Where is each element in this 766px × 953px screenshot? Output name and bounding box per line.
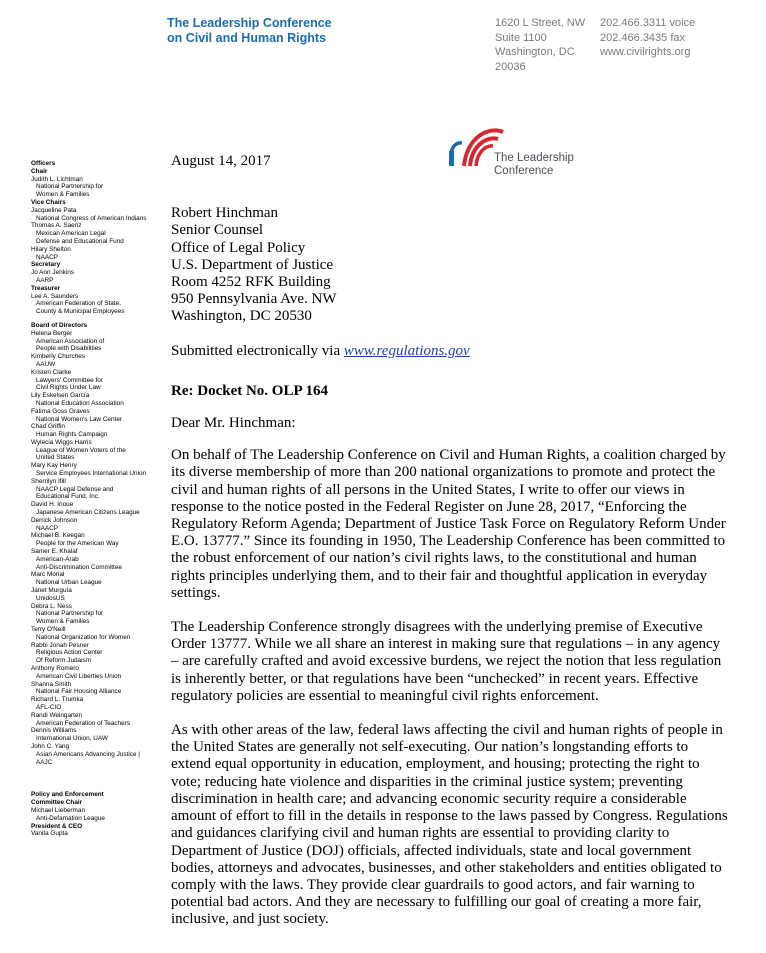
paragraph-line: amount of effort to fill in the details in response to the laws passed by Congress. Regulations	[171, 808, 728, 825]
board-member-org: UnidosUS	[36, 594, 65, 602]
board-member-org: International Union, UAW	[36, 735, 108, 743]
officers-heading: Officers	[31, 160, 56, 167]
submitted-prefix: Submitted electronically via	[171, 342, 344, 359]
board-member-name: John C. Yang	[31, 742, 70, 750]
board-member-name: Lily Eskelsen García	[31, 392, 90, 400]
body-paragraph	[171, 619, 751, 705]
paragraph-line: Department of Justice (DOJ) officials, affected individuals, state and local government	[171, 842, 692, 859]
board-member-org: NAACP	[36, 524, 59, 532]
organization-name-line-2: on Civil and Human Rights	[167, 31, 327, 45]
board-member-name: David H. Inoue	[31, 501, 74, 509]
vice-chair-name: Hilary Shelton	[31, 245, 71, 253]
paragraph-line: its diverse membership of more than 200 national organizations to promote and protect the	[171, 464, 716, 481]
paragraph-line: and guidances clarifying civil and human rights are essential to providing clarity to	[171, 825, 670, 842]
board-member-org: United States	[36, 454, 75, 462]
letter-date: August 14, 2017	[171, 153, 271, 169]
treasurer-label: Treasurer	[31, 284, 61, 292]
paragraph-line: inclusive, and just society.	[171, 911, 329, 928]
board-member-name: Mary Kay Henry	[31, 462, 77, 470]
paragraph-line: comply with the laws. They provide clear guardrails to good actors, and fair warning to	[171, 876, 695, 893]
mailing-address	[495, 16, 585, 74]
board-member-org: Anti-Discrimination Committee	[36, 563, 122, 571]
board-member-org: National Fair Housing Alliance	[36, 688, 122, 696]
board-member-org: Asian Americans Advancing Justice |	[36, 750, 140, 758]
board-member-org: Human Rights Campaign	[36, 431, 108, 439]
policy-chair-name: Michael Lieberman	[31, 806, 85, 814]
paragraph-line: the robust enforcement of our nation’s civil rights laws, to the constitutional and human	[171, 550, 697, 567]
policy-heading: Committee Chair	[31, 799, 83, 807]
paragraph-line: is inherently better, or that regulations have been “unchecked” in recent years. Effective	[171, 670, 699, 687]
address-line: 20036	[495, 60, 526, 73]
secretary-org: AARP	[36, 276, 54, 284]
board-member-name: Debra L. Ness	[31, 602, 72, 610]
letter-paragraphs	[171, 447, 751, 928]
board-member-org: American-Arab	[36, 555, 79, 563]
board-member-name: Derrick Johnson	[31, 516, 78, 524]
vice-chair-org: National Congress of American Indians	[36, 214, 147, 222]
policy-heading: Policy and Enforcement	[31, 791, 104, 799]
recipient-line: Office of Legal Policy	[171, 239, 306, 256]
treasurer-org: County & Municipal Employees	[36, 308, 125, 316]
board-heading: Board of Directors	[31, 321, 88, 329]
logo-wordmark-line: The Leadership	[494, 152, 574, 164]
paragraph-line: response to the notice posted in the Federal Register on June 28, 2017, “Enforcing the	[171, 498, 687, 515]
president-name: Vanita Gupta	[31, 830, 68, 838]
board-member-org: AAUW	[36, 360, 56, 368]
phone-fax: 202.466.3435 fax	[600, 31, 686, 44]
secretary-label: Secretary	[31, 261, 61, 269]
board-member-org: American Association of	[36, 337, 105, 345]
submitted-line	[171, 343, 751, 360]
vice-chair-org: Mexican American Legal	[36, 230, 106, 238]
board-member-name: Terry O'Neill	[31, 626, 66, 634]
board-member-name: Shanna Smith	[31, 680, 72, 688]
board-list	[31, 330, 159, 767]
policy-chair-org: Anti-Defamation League	[36, 814, 105, 822]
board-member-name: Richard L. Trumka	[31, 696, 84, 704]
board-member-name: Michael B. Keegan	[31, 532, 85, 540]
body-paragraph	[171, 447, 751, 602]
phone-voice: 202.466.3311 voice	[600, 17, 696, 29]
address-line: Suite 1100	[495, 31, 547, 44]
board-member-org: Service Employees International Union	[36, 470, 147, 478]
board-member-org: Educational Fund, Inc.	[36, 493, 100, 501]
logo-wordmark-line: Conference	[494, 165, 554, 177]
paragraph-line: Regulatory Reform Agenda; Department of Justice Task Force on Regulatory Reform Under	[171, 516, 726, 533]
board-member-name: Wylecia Wiggs Harris	[31, 438, 92, 446]
board-member-name: Kristen Clarke	[31, 368, 72, 376]
board-member-org: Lawyers' Committee for	[36, 376, 103, 384]
address-line: 1620 L Street, NW	[495, 17, 586, 29]
vice-chair-name: Thomas A. Saenz	[31, 222, 82, 230]
board-member-name: Anthony Romero	[31, 665, 79, 672]
board-member-name: Chad Griffin	[31, 423, 65, 431]
vice-chairs-label: Vice Chairs	[31, 198, 66, 206]
paragraph-line: extend equal opportunity in education, employment, and housing; protecting the right to	[171, 756, 700, 773]
board-member-org: National Education Association	[36, 399, 124, 407]
paragraph-line: discrimination in health care; and advancing economic security require a considerable	[171, 790, 687, 807]
board-sidebar	[31, 160, 159, 838]
recipient-line: U.S. Department of Justice	[171, 256, 334, 273]
board-member-name: Rabbi Jonah Pesner	[31, 641, 89, 649]
organization-name	[167, 16, 332, 46]
paragraph-line: – are carefully crafted and avoid excessive burdens, we reject the notion that less regulation	[171, 653, 722, 670]
paragraph-line: the United States are generally not self-executing. Our nation’s longstanding efforts to	[171, 739, 689, 756]
paragraph-line: E.O. 13777.” Since its founding in 1950, The Leadership Conference has been committed to	[171, 533, 726, 550]
organization-name-line-1: The Leadership Conference	[167, 16, 332, 30]
chair-label: Chair	[31, 167, 48, 175]
board-member-name: Marc Morial	[31, 571, 65, 579]
board-member-name: Dennis Williams	[31, 727, 77, 735]
board-member-org: AFL-CIO	[36, 703, 62, 711]
board-member-org: People with Disabilities	[36, 345, 102, 353]
paragraph-line: rights principles underlying them, and to their fair and thoughtful application in everyday	[171, 567, 708, 584]
recipient-block	[171, 205, 751, 325]
board-member-org: Civil Rights Under Law	[36, 384, 101, 392]
salutation: Dear Mr. Hinchman:	[171, 415, 296, 432]
board-member-org: Of Reform Judaism	[36, 657, 92, 665]
paragraph-line: potential bad actors. And they are necessary to fulfilling our goal of creating a more fair,	[171, 894, 702, 911]
board-member-org: American Civil Liberties Union	[36, 672, 122, 680]
paragraph-line: bodies, attorneys and advocates, businesses, and other stakeholders and entities obligated to	[171, 859, 722, 876]
board-member-org: AAJC	[36, 758, 53, 766]
paragraph-line: settings.	[171, 584, 221, 601]
chair-org: Women & Families	[36, 191, 90, 199]
board-member-org: People for the American Way	[36, 540, 119, 548]
vice-chair-name: Jacqueline Pata	[31, 206, 77, 214]
recipient-line: Room 4252 RFK Building	[171, 274, 331, 291]
treasurer-org: American Federation of State,	[36, 300, 121, 308]
contact-info	[600, 16, 695, 60]
docket-reference: Re: Docket No. OLP 164	[171, 382, 329, 399]
recipient-line: Senior Counsel	[171, 222, 264, 239]
board-member-name: Kimberly Churches	[31, 353, 85, 361]
vice-chair-org: NAACP	[36, 253, 59, 261]
paragraph-line: As with other areas of the law, federal laws affecting the civil and human rights of people in	[171, 722, 723, 739]
board-member-org: Japanese American Citizens League	[36, 509, 140, 517]
website: www.civilrights.org	[600, 46, 691, 58]
board-member-org: Women & Families	[36, 618, 90, 626]
paragraph-line: regulatory policies are essential to meaningful civil rights enforcement.	[171, 687, 599, 704]
board-member-org: National Women's Law Center	[36, 415, 122, 423]
board-member-name: Helena Berger	[31, 329, 73, 337]
letter-body	[171, 153, 751, 946]
paragraph-line: On behalf of The Leadership Conference on Civil and Human Rights, a coalition charged by	[171, 447, 726, 464]
board-member-name: Samer E. Khalaf	[31, 548, 78, 556]
recipient-line: 950 Pennsylvania Ave. NW	[171, 291, 337, 308]
paragraph-line: The Leadership Conference strongly disagrees with the underlying premise of Executive	[171, 619, 703, 636]
board-member-org: Religious Action Center	[36, 649, 103, 657]
secretary-name: Jo Ann Jenkins	[31, 269, 74, 277]
board-member-org: National Urban League	[36, 579, 102, 587]
regulations-gov-link[interactable]: www.regulations.gov	[343, 342, 470, 359]
recipient-line: Robert Hinchman	[171, 205, 279, 222]
board-member-name: Fatima Goss Graves	[31, 407, 90, 415]
board-member-name: Sherrilyn Ifill	[31, 477, 66, 485]
board-member-name: Randi Weingarten	[31, 711, 83, 719]
paragraph-line: Order 13777. While we all share an interest in making sure that regulations – in any agency	[171, 636, 721, 653]
chair-org: National Partnership for	[36, 183, 104, 191]
treasurer-name: Lee A. Saunders	[31, 292, 79, 300]
board-member-org: National Organization for Women	[36, 633, 131, 641]
recipient-line: Washington, DC 20530	[171, 308, 312, 325]
vice-chair-org: Defense and Educational Fund	[36, 237, 124, 245]
chair-name: Judith L. Lichtman	[31, 175, 83, 183]
board-member-name: Janet Murguía	[31, 587, 72, 595]
paragraph-line: civil and human rights of all persons in the United States, I write to offer our views in	[171, 481, 685, 498]
board-member-org: National Partnership for	[36, 610, 104, 618]
address-line: Washington, DC	[495, 46, 575, 58]
board-member-org: American Federation of Teachers	[36, 719, 131, 727]
president-label: President & CEO	[31, 822, 83, 830]
board-member-org: NAACP Legal Defense and	[36, 485, 114, 493]
body-paragraph	[171, 722, 751, 928]
paragraph-line: vote; reducing hate violence and disparities in the criminal justice system; preventing	[171, 773, 683, 790]
board-member-org: League of Women Voters of the	[36, 446, 126, 454]
